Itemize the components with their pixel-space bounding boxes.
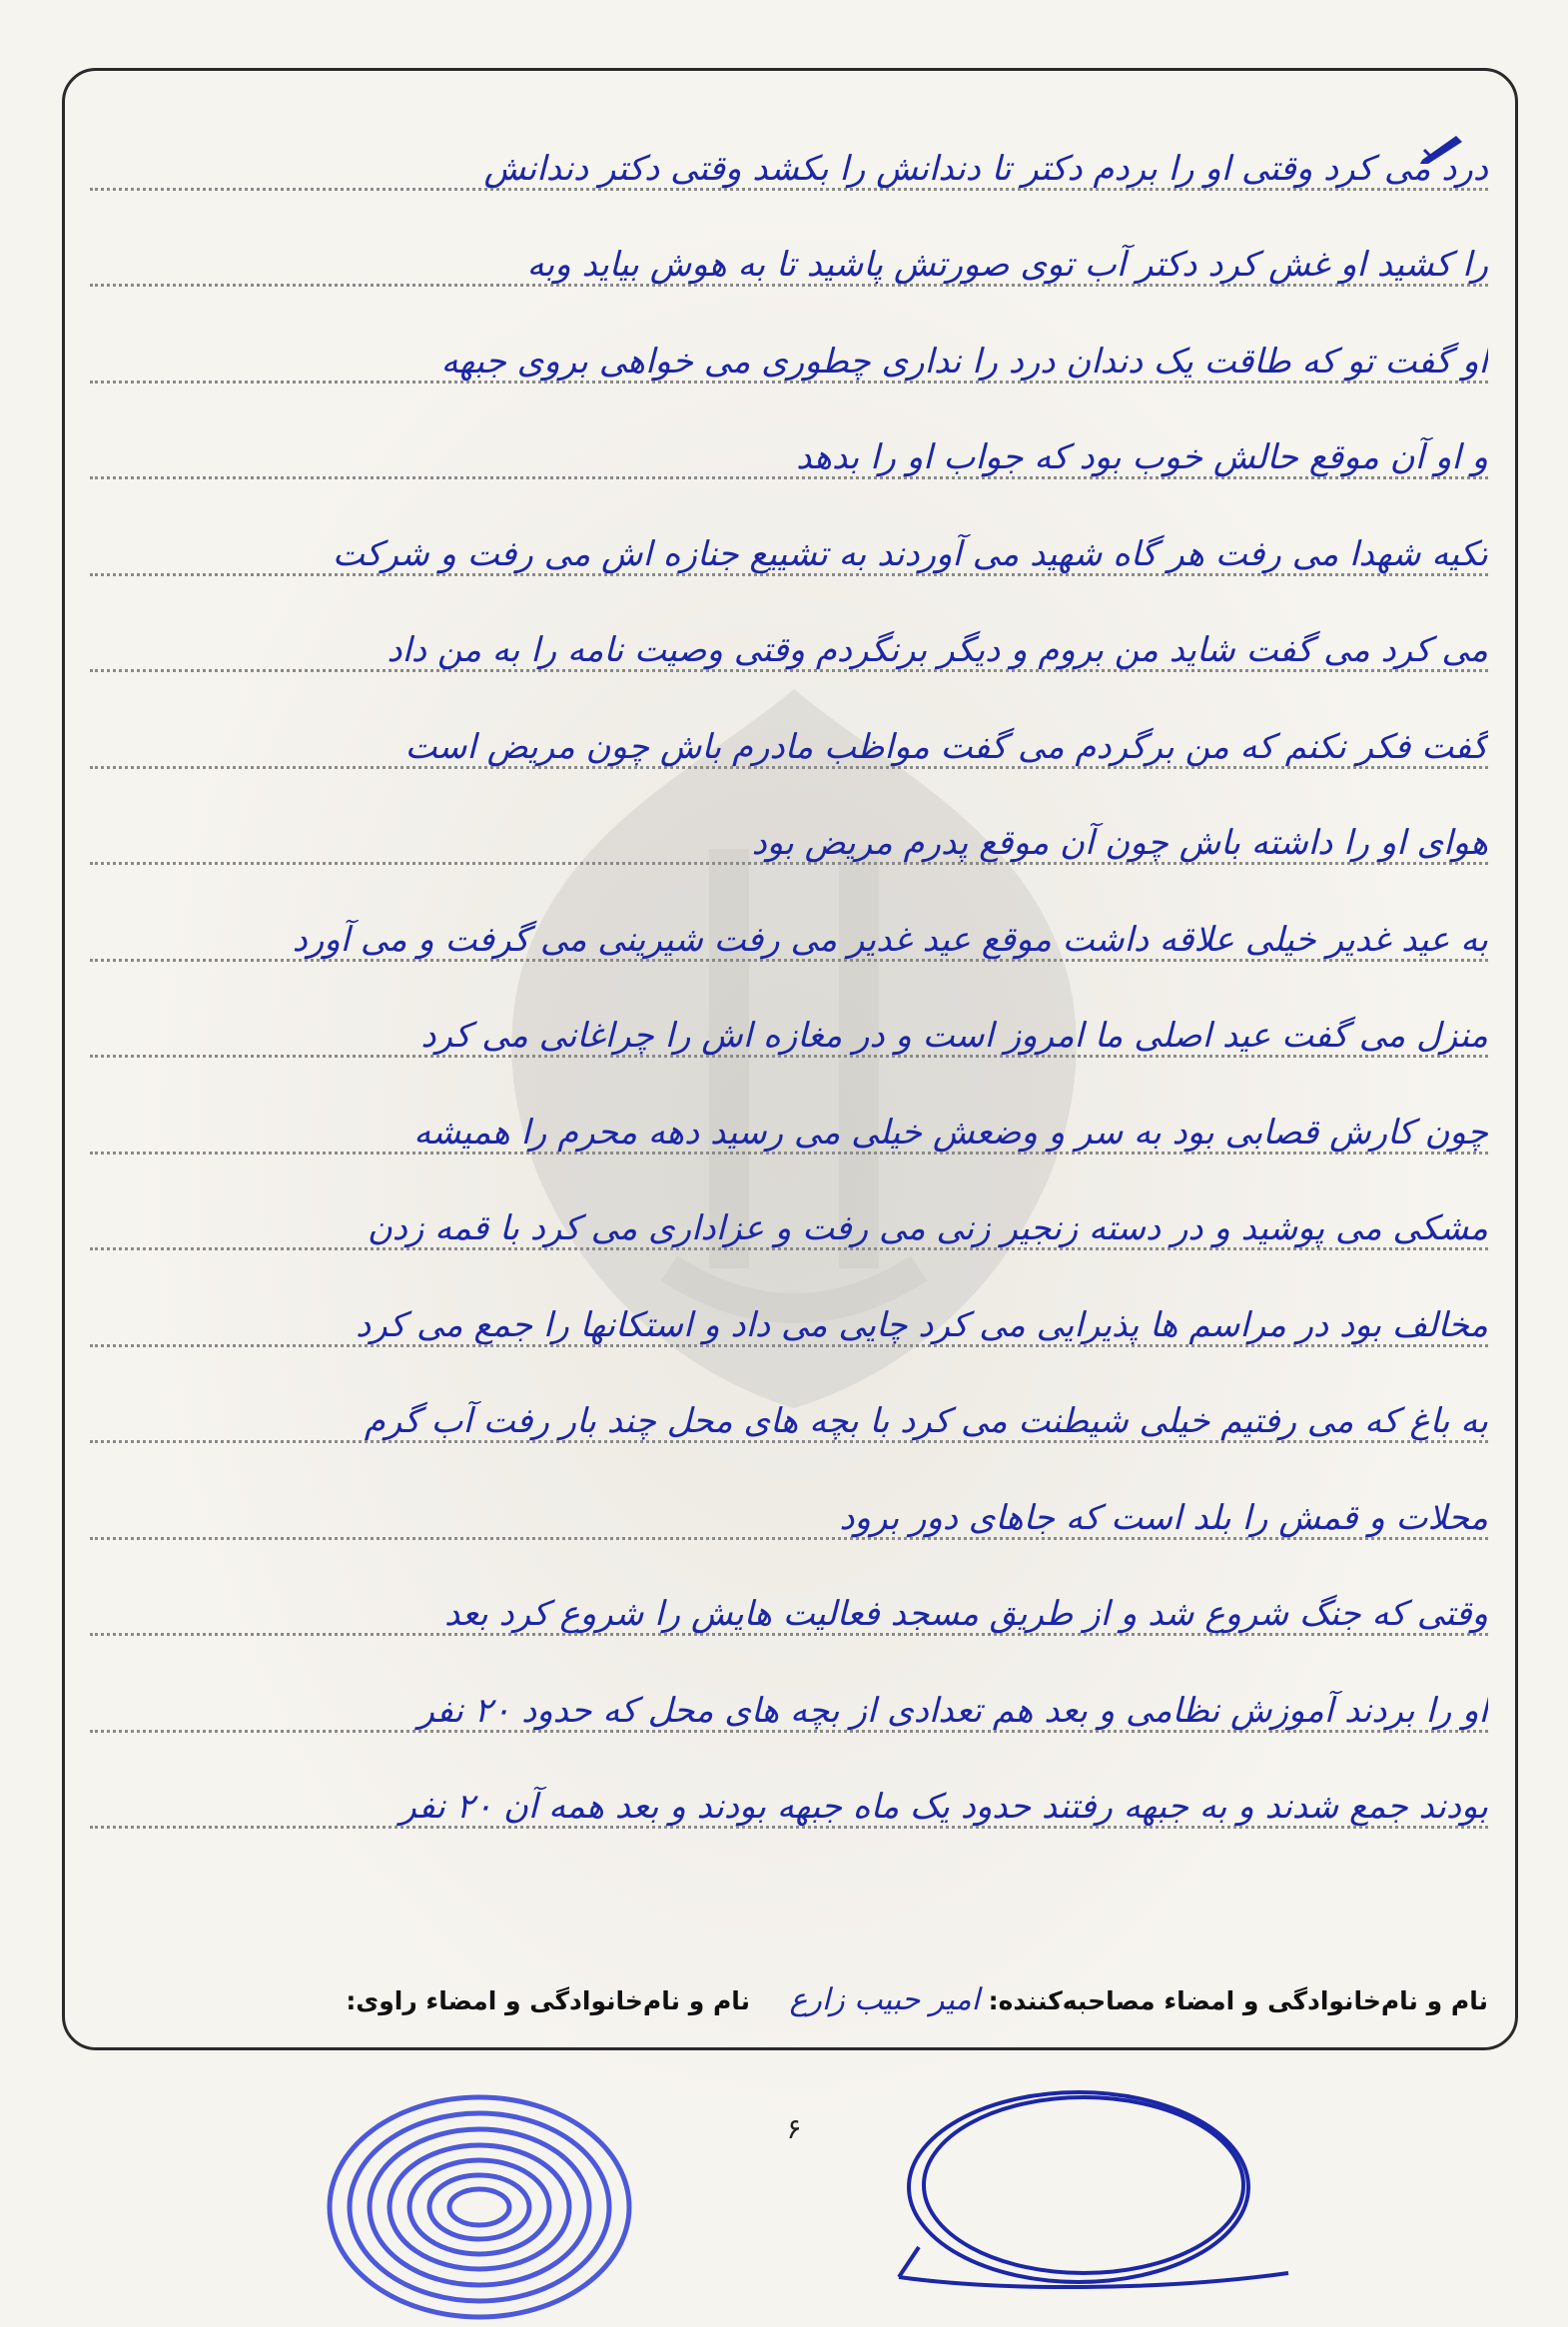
text-line: محلات و قمش را بلد است که جاهای دور برود <box>90 1469 1488 1566</box>
interviewer-name: امیر حبیب زارع <box>789 1982 980 2017</box>
text-line: مخالف بود در مراسم ها پذیرایی می کرد چایی می داد و استکانها را جمع می کرد <box>90 1276 1488 1373</box>
text-line: به باغ که می رفتیم خیلی شیطنت می کرد با بچه های محل چند بار رفت آب گرم <box>90 1373 1488 1470</box>
text-line: بودند جمع شدند و به جبهه رفتند حدود یک ماه جبهه بودند و بعد همه آن ۲۰ نفر <box>90 1759 1488 1856</box>
text-line: چون کارش قصابی بود به سر و وضعش خیلی می رسید دهه محرم را همیشه <box>90 1084 1488 1180</box>
text-line: گفت فکر نکنم که من برگردم می گفت مواظب مادرم باش چون مریض است <box>90 698 1488 795</box>
text-line: او گفت تو که طاقت یک دندان درد را نداری چطوری می خواهی بروی جبهه <box>90 313 1488 409</box>
interviewer-label: نام و نام‌خانوادگی و امضاء مصاحبه‌کننده: <box>988 1986 1488 2015</box>
text-line: را کشید او غش کرد دکتر آب توی صورتش پاشید تا به هوش بیاید وبه <box>90 217 1488 314</box>
text-line: منزل می گفت عید اصلی ما امروز است و در مغازه اش را چراغانی می کرد <box>90 988 1488 1085</box>
text-line: به عید غدیر خیلی علاقه داشت موقع عید غدیر می رفت شیرینی می گرفت و می آورد <box>90 891 1488 988</box>
signature-mark <box>879 2077 1298 2297</box>
text-line: می کرد می گفت شاید من بروم و دیگر برنگردم وقتی وصیت نامه را به من داد <box>90 602 1488 699</box>
text-line: مشکی می پوشید و در دسته زنجیر زنی می رفت و عزاداری می کرد با قمه زدن <box>90 1180 1488 1277</box>
text-line: درد می کرد وقتی او را بردم دکتر تا دندانش را بکشد وقتی دکتر دندانش <box>90 120 1488 217</box>
page-number: ۶ <box>786 2112 802 2145</box>
narrator-label: نام و نام‌خانوادگی و امضاء راوی: <box>346 1986 751 2015</box>
text-line: وقتی که جنگ شروع شد و از طریق مسجد فعالیت هایش را شروع کرد بعد <box>90 1566 1488 1663</box>
text-line: هوای او را داشته باش چون آن موقع پدرم مریض بود <box>90 795 1488 892</box>
handwritten-text-area <box>90 120 1488 1855</box>
fingerprint-stamp <box>310 2057 649 2327</box>
text-line: تکیه شهدا می رفت هر گاه شهید می آوردند به تشییع جنازه اش می رفت و شرکت <box>90 505 1488 602</box>
signature-footer <box>90 1982 1488 2017</box>
text-line: او را بردند آموزش نظامی و بعد هم تعدادی از بچه های محل که حدود ۲۰ نفر <box>90 1662 1488 1759</box>
text-line: و او آن موقع حالش خوب بود که جواب او را بدهد <box>90 409 1488 506</box>
